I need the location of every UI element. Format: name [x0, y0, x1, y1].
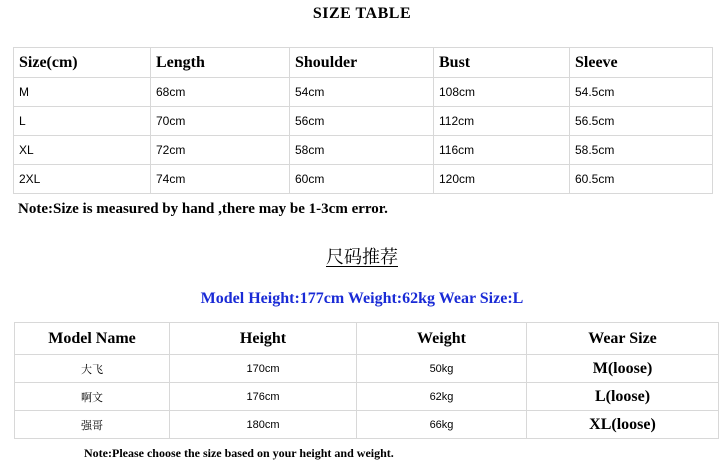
model-name-cell: 强哥 [15, 411, 170, 439]
model-table-header-row [15, 323, 719, 355]
weight-cell: 66kg [357, 411, 527, 439]
sleeve-cell: 56.5cm [570, 107, 713, 136]
wear-size-cell: L(loose) [527, 383, 719, 411]
column-header-height: Height [170, 323, 357, 355]
table-row [15, 383, 719, 411]
bust-cell: 112cm [434, 107, 570, 136]
weight-cell: 62kg [357, 383, 527, 411]
shoulder-cell: 58cm [290, 136, 434, 165]
shoulder-cell: 60cm [290, 165, 434, 194]
column-header-size: Size(cm) [14, 48, 151, 78]
size-cell: XL [14, 136, 151, 165]
height-cell: 170cm [170, 355, 357, 383]
bust-cell: 120cm [434, 165, 570, 194]
model-table [14, 322, 719, 439]
column-header-sleeve: Sleeve [570, 48, 713, 78]
table-row [14, 136, 713, 165]
column-header-length: Length [151, 48, 290, 78]
wear-size-cell: M(loose) [527, 355, 719, 383]
table-row [14, 78, 713, 107]
table-row [14, 165, 713, 194]
table-row [15, 411, 719, 439]
length-cell: 74cm [151, 165, 290, 194]
column-header-wear-size: Wear Size [527, 323, 719, 355]
column-header-model-name: Model Name [15, 323, 170, 355]
size-cell: 2XL [14, 165, 151, 194]
size-table [13, 47, 713, 194]
column-header-bust: Bust [434, 48, 570, 78]
bust-cell: 108cm [434, 78, 570, 107]
wear-size-cell: XL(loose) [527, 411, 719, 439]
weight-cell: 50kg [357, 355, 527, 383]
sleeve-cell: 54.5cm [570, 78, 713, 107]
shoulder-cell: 54cm [290, 78, 434, 107]
model-name-cell: 大飞 [15, 355, 170, 383]
size-table-title: SIZE TABLE [312, 5, 412, 22]
bust-cell: 116cm [434, 136, 570, 165]
length-cell: 70cm [151, 107, 290, 136]
model-info: Model Height:177cm Weight:62kg Wear Size:L [200, 290, 524, 307]
model-name-cell: 啊文 [15, 383, 170, 411]
size-cell: M [14, 78, 151, 107]
sleeve-cell: 60.5cm [570, 165, 713, 194]
size-note: Note:Size is measured by hand ,there may be 1-3cm error. [18, 201, 388, 217]
height-cell: 180cm [170, 411, 357, 439]
length-cell: 72cm [151, 136, 290, 165]
height-cell: 176cm [170, 383, 357, 411]
sleeve-cell: 58.5cm [570, 136, 713, 165]
recommendation-title: 尺码推荐 [326, 247, 398, 267]
size-cell: L [14, 107, 151, 136]
table-row [15, 355, 719, 383]
size-table-header-row [14, 48, 713, 78]
table-row [14, 107, 713, 136]
column-header-shoulder: Shoulder [290, 48, 434, 78]
model-note: Note:Please choose the size based on your height and weight. [84, 446, 394, 460]
length-cell: 68cm [151, 78, 290, 107]
shoulder-cell: 56cm [290, 107, 434, 136]
column-header-weight: Weight [357, 323, 527, 355]
